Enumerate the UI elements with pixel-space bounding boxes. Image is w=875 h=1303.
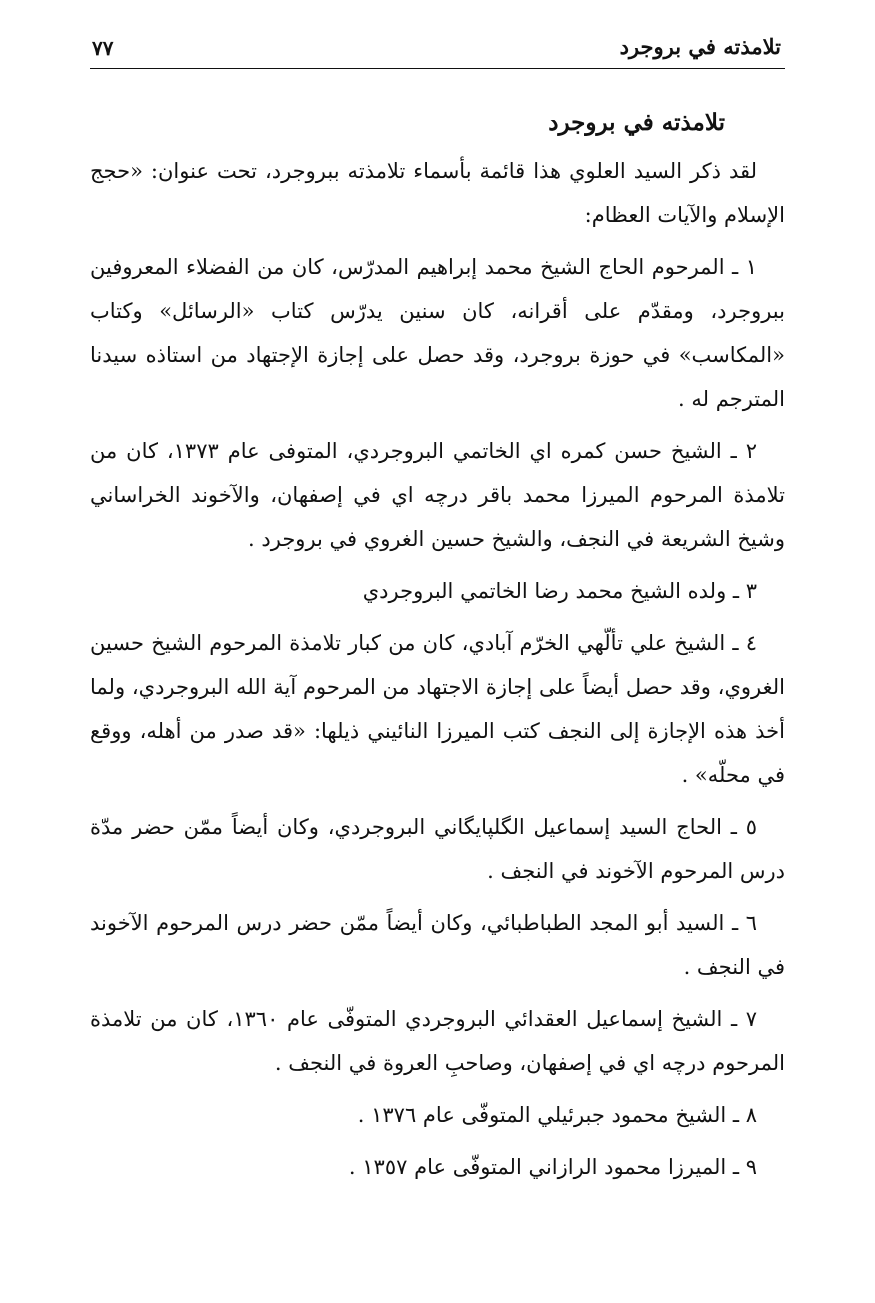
- paragraph-item-8: ٨ ـ الشيخ محمود جبرئيلي المتوفّى عام ١٣٧٦ .: [357, 1103, 757, 1127]
- page-number: ٧٧: [92, 36, 114, 60]
- paragraph-item-6: ٦ ـ السيد أبو المجد الطباطبائي، وكان أيضاً ممّن حضر درس المرحوم الآخوند في النجف .: [90, 911, 785, 979]
- paragraph-item-1: ١ ـ المرحوم الحاج الشيخ محمد إبراهيم المدرّس، كان من الفضلاء المعروفين ببروجرد، ومقدّم على أقرانه، كان سنين يدرّس كتاب «الرسائل» وكتاب «المكاسب» في حوزة بروجرد، وقد حصل على إجازة الإجتهاد من استاذه سيدنا المترجم له .: [90, 255, 785, 411]
- paragraph-item-2: ٢ ـ الشيخ حسن كمره اي الخاتمي البروجردي، المتوفى عام ١٣٧٣، كان من تلامذة المرحوم الميرزا محمد باقر درچه اي في إصفهان، والآخوند الخراساني وشيخ الشريعة في النجف، والشيخ حسين الغروي في بروجرد .: [90, 439, 785, 551]
- running-title: تلامذته في بروجرد: [619, 34, 781, 59]
- paragraph-item-3: ٣ ـ ولده الشيخ محمد رضا الخاتمي البروجردي: [362, 579, 757, 603]
- paragraph-item-7: ٧ ـ الشيخ إسماعيل العقدائي البروجردي المتوفّى عام ١٣٦٠، كان من تلامذة المرحوم درچه اي في إصفهان، وصاحبِ العروة في النجف .: [90, 1007, 785, 1075]
- section-title: تلامذته في بروجرد: [548, 109, 725, 136]
- header-rule: [90, 68, 785, 69]
- paragraph-item-4: ٤ ـ الشيخ علي تألّهي الخرّم آبادي، كان من كبار تلامذة المرحوم الشيخ حسين الغروي، وقد حصل أيضاً على إجازة الاجتهاد من المرحوم آية الله البروجردي، ولما أخذ هذه الإجازة إلى النجف كتب الميرزا النائيني ذيلها: «قد صدر من أهله، ووقع في محلّه» .: [90, 631, 785, 787]
- paragraph-item-5: ٥ ـ الحاج السيد إسماعيل الگلپايگاني البروجردي، وكان أيضاً ممّن حضر مدّة درس المرحوم الآخوند في النجف .: [90, 815, 785, 883]
- page-body: [90, 104, 785, 1197]
- paragraph-intro: لقد ذكر السيد العلوي هذا قائمة بأسماء تلامذته ببروجرد، تحت عنوان: «حجج الإسلام والآيات العظام:: [90, 159, 785, 227]
- paragraph-item-9: ٩ ـ الميرزا محمود الرازاني المتوفّى عام ١٣٥٧ .: [348, 1155, 757, 1179]
